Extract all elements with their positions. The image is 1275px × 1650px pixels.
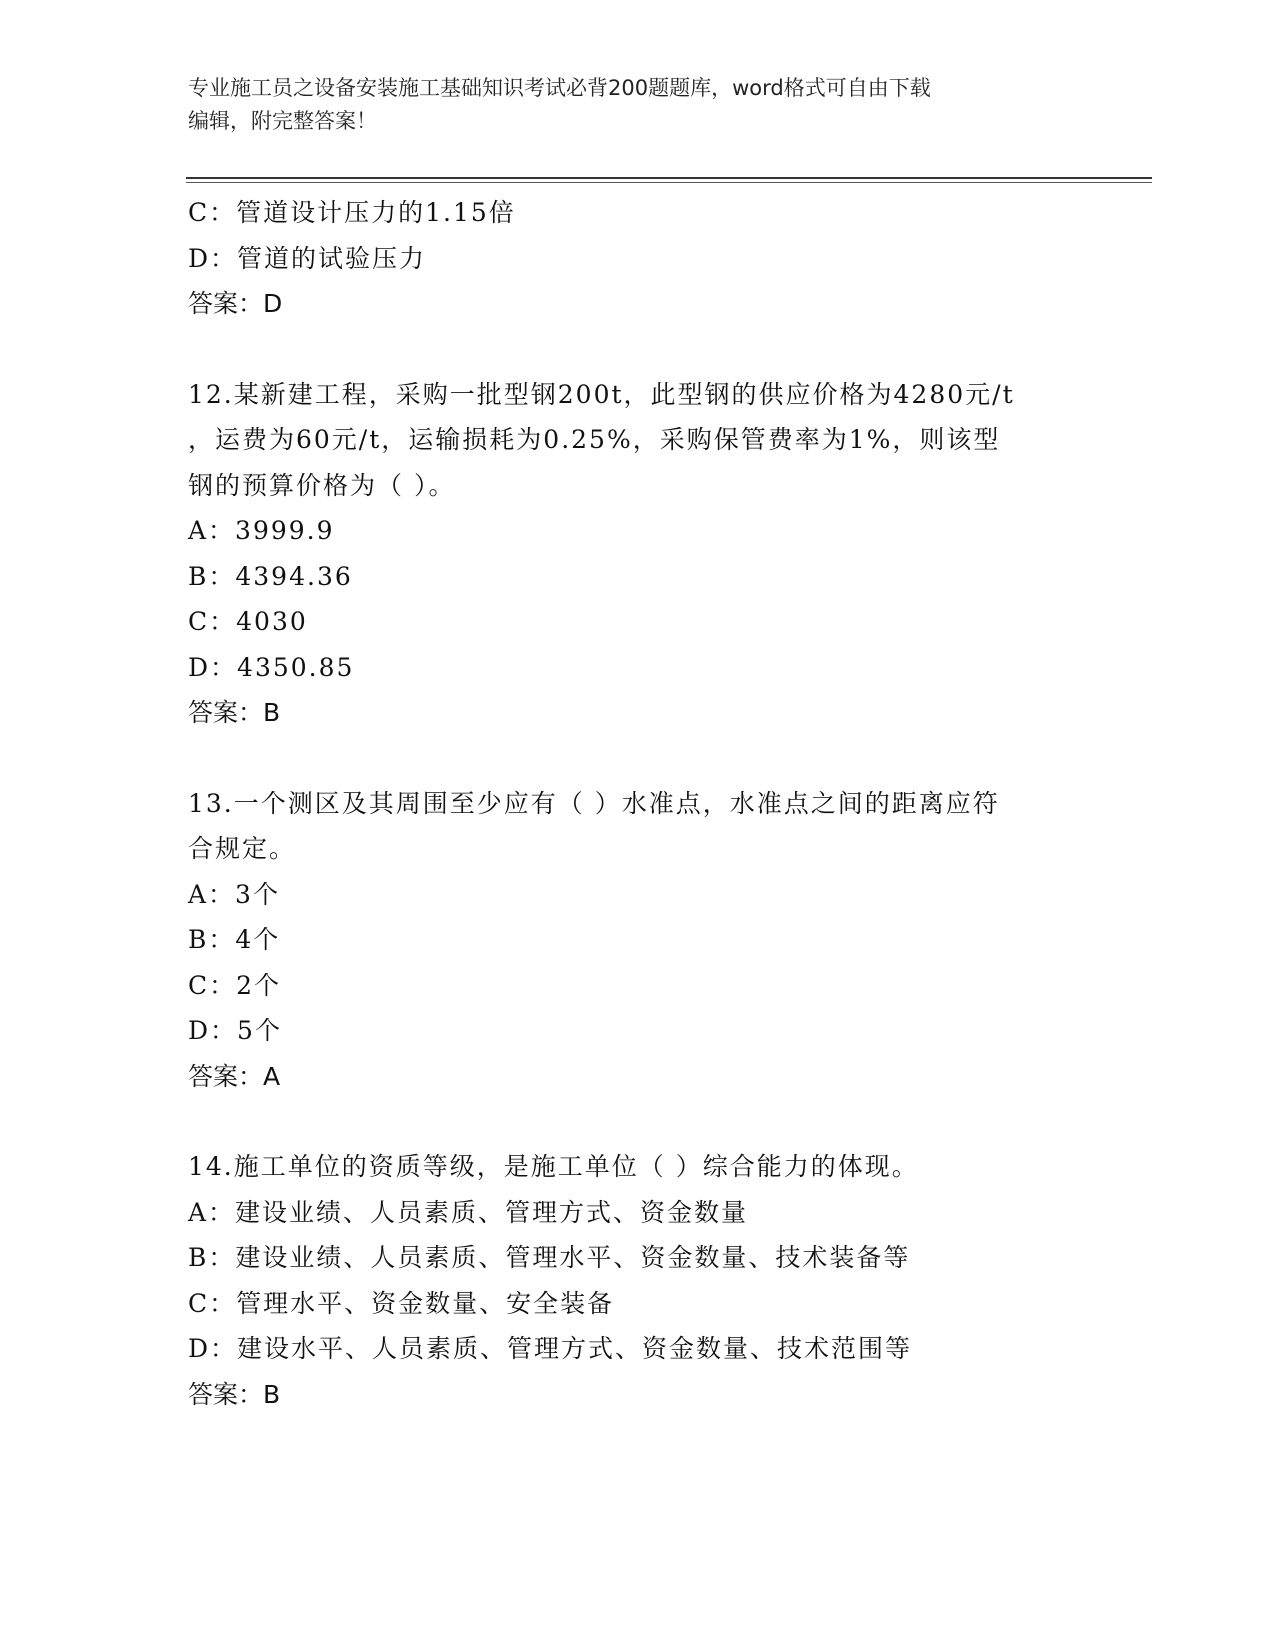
document-header [188, 72, 1088, 138]
question-text: 13.一个测区及其周围至少应有（ ）水准点，水准点之间的距离应符 [188, 788, 1000, 818]
option-d: D：5个 [188, 1016, 282, 1045]
option-b: B：4个 [188, 925, 281, 954]
document-body [188, 190, 1088, 1417]
spacer [188, 736, 1088, 781]
header-divider-thin [186, 182, 1152, 183]
question-13 [188, 781, 1088, 1100]
question-text: 合规定。 [188, 834, 297, 863]
answer: 答案：D [188, 289, 283, 318]
question-text: 12.某新建工程，采购一批型钢200t，此型钢的供应价格为4280元/t [188, 379, 1015, 409]
option-c: C：管理水平、资金数量、安全装备 [188, 1288, 615, 1318]
option-d: D：建设水平、人员素质、管理方式、资金数量、技术范围等 [188, 1334, 913, 1363]
question-text: ，运费为60元/t，运输损耗为0.25%，采购保管费率为1%，则该型 [188, 425, 1001, 454]
option-c: C：4030 [188, 607, 308, 636]
question-text: 14.施工单位的资质等级，是施工单位（ ）综合能力的体现。 [188, 1152, 919, 1181]
spacer [188, 327, 1088, 372]
option-a: A：建设业绩、人员素质、管理方式、资金数量 [188, 1197, 749, 1227]
option-a: A：3个 [188, 879, 280, 909]
question-12 [188, 372, 1088, 736]
option-c: C：2个 [188, 970, 282, 1000]
header-line-2: 编辑，附完整答案！ [188, 109, 377, 133]
answer: 答案：B [188, 1379, 281, 1409]
answer: 答案：B [188, 698, 281, 727]
option-c: C：管道设计压力的1.15倍 [188, 198, 516, 227]
option-a: A：3999.9 [188, 516, 335, 545]
spacer [188, 1099, 1088, 1144]
header-divider-thick [186, 177, 1152, 179]
question-11-tail [188, 190, 1088, 327]
answer: 答案：A [188, 1061, 281, 1091]
question-text: 钢的预算价格为（ ）。 [188, 470, 456, 500]
option-b: B：4394.36 [188, 561, 353, 591]
option-b: B：建设业绩、人员素质、管理水平、资金数量、技术装备等 [188, 1243, 911, 1272]
question-14 [188, 1144, 1088, 1417]
header-line-1: 专业施工员之设备安装施工基础知识考试必背200题题库，word格式可自由下载 [188, 76, 931, 100]
option-d: D：4350.85 [188, 652, 355, 682]
option-d: D：管道的试验压力 [188, 243, 427, 273]
